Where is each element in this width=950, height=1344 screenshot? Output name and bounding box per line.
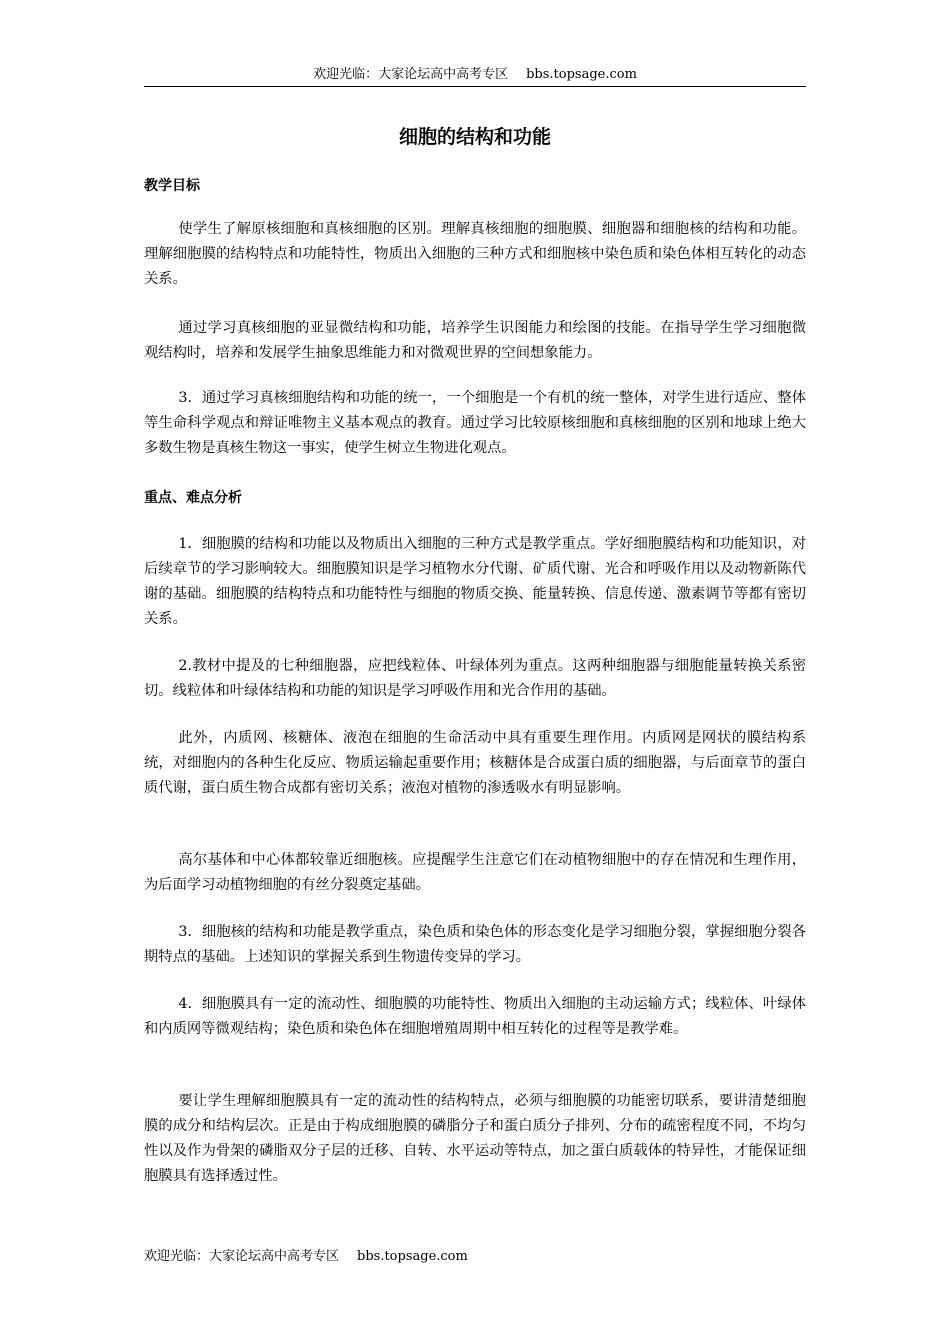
key-points-paragraph-5: 3．细胞核的结构和功能是教学重点，染色质和染色体的形态变化是学习细胞分裂，掌握细胞分裂各期特点的基础。上述知识的掌握关系到生物遗传变异的学习。: [144, 924, 806, 965]
footer-welcome-text: 欢迎光临：大家论坛高中高考专区: [144, 1249, 340, 1264]
key-points-paragraph-7: 要让学生理解细胞膜具有一定的流动性的结构特点，必须与细胞膜的功能密切联系，要讲清楚细胞膜的成分和结构层次。正是由于构成细胞膜的磷脂分子和蛋白质分子排列、分布的疏密程度不同，不均匀性以及作为骨架的磷脂双分子层的迁移、自转、水平运动等特点，加之蛋白质载体的特异性，才能保证细胞膜具有选择透过性。: [144, 1093, 806, 1184]
objectives-paragraph-1: 使学生了解原核细胞和真核细胞的区别。理解真核细胞的细胞膜、细胞器和细胞核的结构和功能。理解细胞膜的结构特点和功能特性，物质出入细胞的三种方式和细胞核中染色质和染色体相互转化的动态关系。: [144, 221, 806, 287]
key-points-paragraph-1: 1．细胞膜的结构和功能以及物质出入细胞的三种方式是教学重点。学好细胞膜结构和功能知识，对后续章节的学习影响较大。细胞膜知识是学习植物水分代谢、矿质代谢、光合和呼吸作用以及动物新陈代谢的基础。细胞膜的结构特点和功能特性与细胞的物质交换、能量转换、信息传递、激素调节等都有密切关系。: [144, 536, 806, 627]
key-points-paragraph-3: 此外，内质网、核糖体、液泡在细胞的生命活动中具有重要生理作用。内质网是网状的膜结构系统，对细胞内的各种生化反应、物质运输起重要作用；核糖体是合成蛋白质的细胞器，与后面章节的蛋白质代谢，蛋白质生物合成都有密切关系；液泡对植物的渗透吸水有明显影响。: [144, 730, 806, 796]
footer-site-link[interactable]: bbs.topsage.com: [357, 1249, 468, 1264]
key-points-paragraph-4: 高尔基体和中心体都较靠近细胞核。应提醒学生注意它们在动植物细胞中的存在情况和生理作用，为后面学习动植物细胞的有丝分裂奠定基础。: [144, 852, 806, 893]
document-title: 细胞的结构和功能: [398, 126, 551, 148]
header-site-link[interactable]: bbs.topsage.com: [526, 67, 637, 82]
section-heading-objectives: 教学目标: [144, 178, 200, 194]
header-welcome-text: 欢迎光临：大家论坛高中高考专区: [313, 67, 509, 82]
key-points-paragraph-2: 2.教材中提及的七种细胞器，应把线粒体、叶绿体列为重点。这两种细胞器与细胞能量转换关系密切。线粒体和叶绿体结构和功能的知识是学习呼吸作用和光合作用的基础。: [144, 658, 806, 699]
page-footer: [144, 1248, 468, 1266]
key-points-paragraph-6: 4．细胞膜具有一定的流动性、细胞膜的功能特性、物质出入细胞的主动运输方式；线粒体、叶绿体和内质网等微观结构；染色质和染色体在细胞增殖周期中相互转化的过程等是教学难。: [144, 996, 806, 1037]
page-header: [144, 66, 806, 87]
objectives-paragraph-3: 3．通过学习真核细胞结构和功能的统一，一个细胞是一个有机的统一整体，对学生进行适应、整体等生命科学观点和辩证唯物主义基本观点的教育。通过学习比较原核细胞和真核细胞的区别和地球上绝大多数生物是真核生物这一事实，使学生树立生物进化观点。: [144, 390, 806, 456]
section-heading-key-points: 重点、难点分析: [144, 490, 242, 506]
objectives-paragraph-2: 通过学习真核细胞的亚显微结构和功能，培养学生识图能力和绘图的技能。在指导学生学习细胞微观结构时，培养和发展学生抽象思维能力和对微观世界的空间想象能力。: [144, 320, 806, 361]
